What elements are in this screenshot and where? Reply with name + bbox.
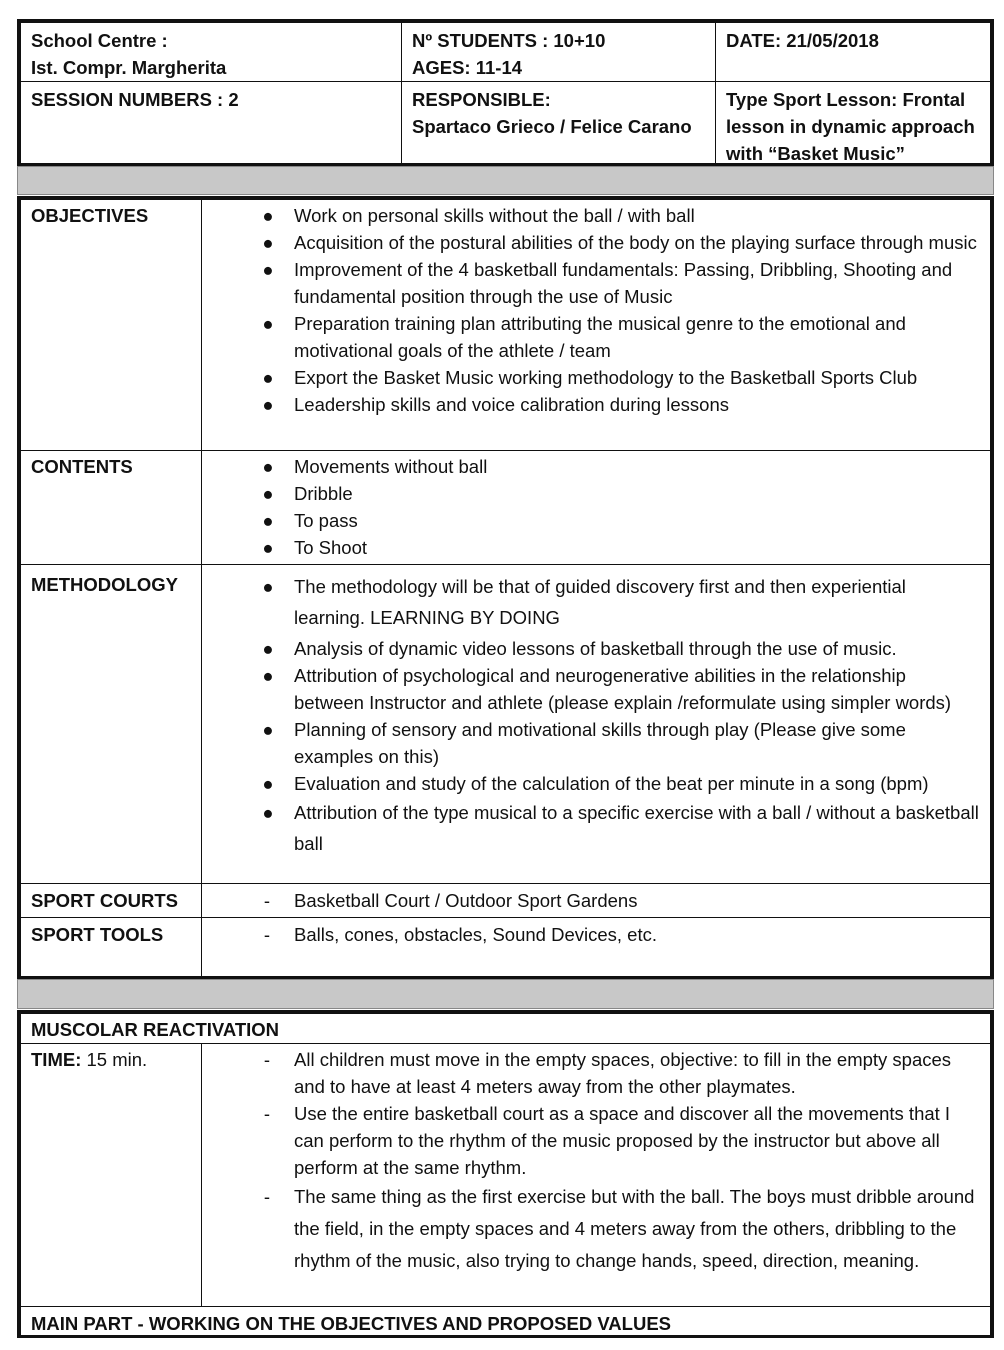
dash-icon: - (263, 1049, 271, 1070)
dash-icon: - (263, 1103, 271, 1124)
school-cell (21, 23, 402, 82)
bullet-icon: ● (262, 367, 274, 388)
sport-courts-list (212, 887, 980, 914)
list-item-text: Export the Basket Music working methodology to the Basketball Sports Club (294, 367, 918, 388)
list-item (212, 1181, 980, 1277)
list-item (212, 507, 980, 534)
list-item (212, 310, 980, 364)
sport-tools-label: SPORT TOOLS (21, 918, 202, 977)
time-cell (21, 1044, 202, 1307)
bullet-icon: ● (262, 638, 274, 659)
sport-courts-label: SPORT COURTS (21, 884, 202, 918)
bullet-icon: ● (262, 456, 274, 477)
methodology-list (212, 571, 980, 859)
objectives-label: OBJECTIVES (21, 200, 202, 451)
list-item (212, 1046, 980, 1100)
list-item (212, 887, 980, 914)
list-item-text: Planning of sensory and motivational skills through play (Please give some examples on this) (294, 719, 906, 767)
list-item (212, 770, 980, 797)
reactivation-table (17, 1010, 994, 1338)
list-item (212, 453, 980, 480)
bullet-icon: ● (262, 719, 274, 740)
list-item-text: Work on personal skills without the ball / with ball (294, 205, 695, 226)
list-item-text: Attribution of psychological and neurogenerative abilities in the relationship between Instructor and athlete (please explain /reformulate using simpler words) (294, 665, 952, 713)
list-item-text: Dribble (294, 483, 353, 504)
list-item-text: Analysis of dynamic video lessons of basketball through the use of music. (294, 638, 897, 659)
lesson-type-line: Type Sport Lesson: Frontal (726, 89, 966, 110)
gray-separator (17, 166, 994, 195)
list-item (212, 1100, 980, 1181)
date: DATE: 21/05/2018 (726, 30, 879, 51)
dash-icon: - (263, 924, 271, 945)
time-value: 15 min. (86, 1049, 148, 1070)
list-item (212, 364, 980, 391)
bullet-icon: ● (262, 313, 274, 334)
ages: AGES: 11-14 (412, 57, 523, 78)
list-item (212, 797, 980, 859)
bullet-icon: ● (262, 259, 274, 280)
lesson-type-line: lesson in dynamic approach (726, 116, 975, 137)
bullet-icon: ● (262, 802, 274, 823)
lesson-type-cell (716, 82, 991, 168)
list-item-text: Improvement of the 4 basketball fundamentals: Passing, Dribbling, Shooting and fundamental position through the use of Music (294, 259, 953, 307)
list-item-text: Leadership skills and voice calibration during lessons (294, 394, 729, 415)
students-count: Nº STUDENTS : 10+10 (412, 30, 606, 51)
dash-icon: - (263, 890, 271, 911)
bullet-icon: ● (262, 576, 274, 597)
list-item (212, 202, 980, 229)
bullet-icon: ● (262, 394, 274, 415)
list-item (212, 391, 980, 418)
contents-label: CONTENTS (21, 451, 202, 565)
methodology-label: METHODOLOGY (21, 565, 202, 884)
reactivation-list (212, 1046, 980, 1277)
bullet-icon: ● (262, 483, 274, 504)
bullet-icon: ● (262, 205, 274, 226)
list-item-text: To pass (294, 510, 358, 531)
list-item-text: Evaluation and study of the calculation of the beat per minute in a song (bpm) (294, 773, 929, 794)
list-item (212, 921, 980, 948)
date-cell (716, 23, 991, 82)
responsible-label: RESPONSIBLE: (412, 89, 551, 110)
list-item-text: Basketball Court / Outdoor Sport Gardens (294, 890, 638, 911)
time-label: TIME: (31, 1049, 82, 1070)
bullet-icon: ● (262, 510, 274, 531)
main-part-heading: MAIN PART - WORKING ON THE OBJECTIVES AND PROPOSED VALUES (21, 1307, 991, 1338)
list-item (212, 635, 980, 662)
list-item (212, 662, 980, 716)
list-item-text: Movements without ball (294, 456, 488, 477)
sport-tools-list (212, 921, 980, 948)
list-item-text: Attribution of the type musical to a specific exercise with a ball / without a basketball ball (294, 802, 979, 854)
list-item-text: All children must move in the empty spaces, objective: to fill in the empty spaces and to have at least 4 meters away from the other playmates. (294, 1049, 952, 1097)
session-numbers: SESSION NUMBERS : 2 (31, 89, 239, 110)
dash-icon: - (263, 1186, 271, 1207)
list-item-text: To Shoot (294, 537, 368, 558)
list-item-text: The methodology will be that of guided discovery first and then experiential learning. LEARNING BY DOING (294, 576, 906, 628)
responsible-cell (402, 82, 716, 168)
bullet-icon: ● (262, 665, 274, 686)
responsible-value: Spartaco Grieco / Felice Carano (412, 116, 692, 137)
session-cell (21, 82, 402, 168)
list-item (212, 256, 980, 310)
list-item-text: The same thing as the first exercise but with the ball. The boys must dribble around the field, in the empty spaces and 4 meters away from the others, dribbling to the rhythm of the music, also trying to change hands, speed, direction, meaning. (294, 1186, 975, 1271)
list-item (212, 716, 980, 770)
lesson-info-table (17, 196, 994, 979)
list-item-text: Preparation training plan attributing the musical genre to the emotional and motivational goals of the athlete / team (294, 313, 906, 361)
gray-separator (17, 979, 994, 1009)
contents-list (212, 453, 980, 561)
lesson-type-line: with “Basket Music” (726, 143, 905, 164)
header-table (17, 19, 994, 166)
bullet-icon: ● (262, 232, 274, 253)
bullet-icon: ● (262, 773, 274, 794)
list-item (212, 229, 980, 256)
reactivation-title: MUSCOLAR REACTIVATION (21, 1014, 991, 1044)
students-cell (402, 23, 716, 82)
objectives-list (212, 202, 980, 418)
list-item (212, 534, 980, 561)
school-label: School Centre : (31, 30, 168, 51)
bullet-icon: ● (262, 537, 274, 558)
school-value: Ist. Compr. Margherita (31, 57, 227, 78)
list-item-text: Acquisition of the postural abilities of the body on the playing surface through music (294, 232, 977, 253)
list-item (212, 571, 980, 633)
list-item-text: Use the entire basketball court as a space and discover all the movements that I can perform to the rhythm of the music proposed by the instructor but above all perform at the same rhythm. (294, 1103, 951, 1178)
list-item-text: Balls, cones, obstacles, Sound Devices, etc. (294, 924, 657, 945)
list-item (212, 480, 980, 507)
